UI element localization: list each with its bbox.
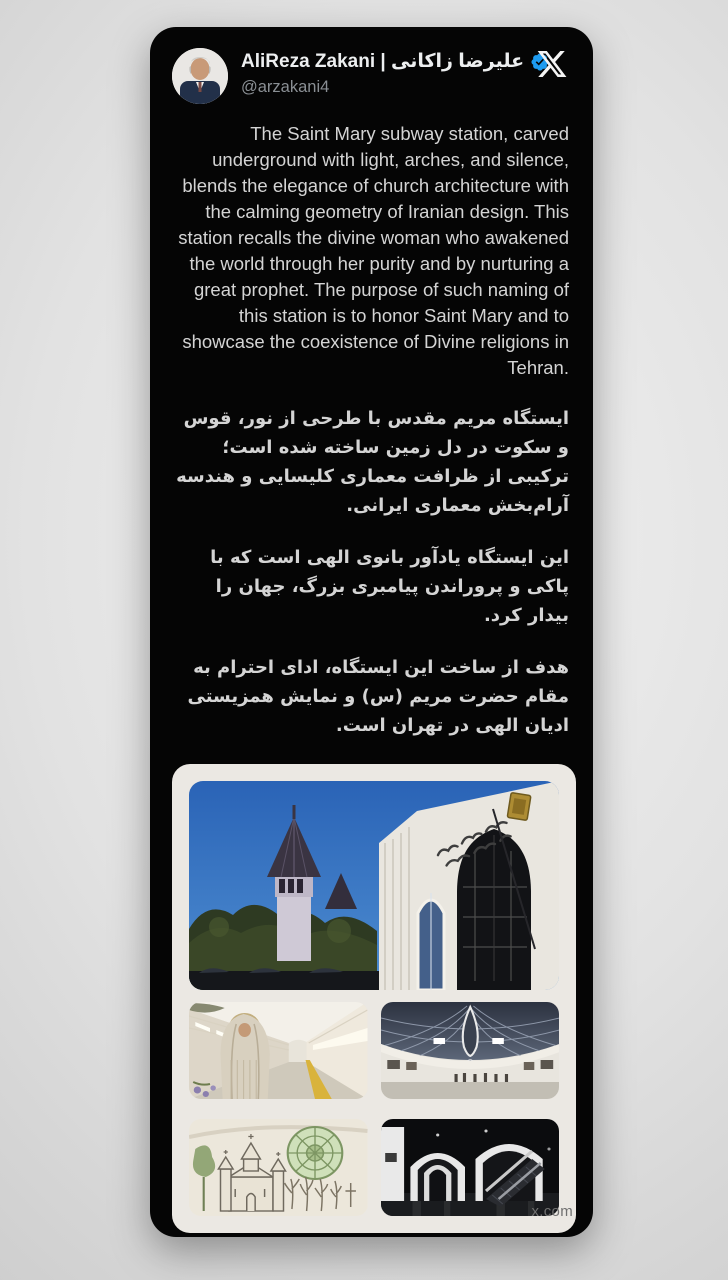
identity-column bbox=[241, 48, 550, 104]
tweet-text bbox=[150, 104, 593, 740]
avatar-image bbox=[172, 48, 228, 104]
display-name[interactable]: AliReza Zakani | علیرضا زاکانی bbox=[241, 51, 525, 72]
x-logo-icon[interactable] bbox=[536, 48, 568, 80]
tweet-persian-paragraph-1: ایستگاه مریم مقدس با طرحی از نور، قوس و سکوت در دل زمین ساخته شده است؛ ترکیبی از ظرافت معماری کلیسایی و هندسه آرام‌بخش معماری ایرانی. bbox=[176, 408, 569, 516]
tweet-card bbox=[150, 27, 593, 1237]
photo-hall-ceiling[interactable] bbox=[381, 1002, 560, 1099]
media-card bbox=[172, 764, 576, 1233]
photo-station-entrance[interactable] bbox=[189, 781, 559, 990]
photo-platform-mural[interactable] bbox=[189, 1002, 368, 1099]
photo-escalator-hall[interactable] bbox=[381, 1119, 560, 1216]
user-handle[interactable]: @arzakani4 bbox=[241, 77, 330, 96]
tweet-english-paragraph: The Saint Mary subway station, carved underground with light, arches, and silence, blends the elegance of church architecture with the calming geometry of Iranian design. This station recalls the divine woman who awakened the world through her purity and by nurturing a great prophet. The purpose of such naming of this station is to honor Saint Mary and to showcase the coexistence of Divine religions in Tehran. bbox=[178, 123, 569, 378]
photo-church-sketch[interactable] bbox=[189, 1119, 368, 1216]
thumbnail-grid bbox=[189, 1002, 559, 1216]
profile-avatar[interactable] bbox=[172, 48, 228, 104]
tweet-persian-paragraph-2: این ایستگاه یادآور بانوی الهی است که با پاکی و پروراندن پیامبری بزرگ، جهان را بیدار کرد. bbox=[210, 547, 569, 626]
x-com-watermark: x.com bbox=[531, 1203, 573, 1220]
tweet-header bbox=[150, 27, 593, 104]
tweet-persian-paragraph-3: هدف از ساخت این ایستگاه، ادای احترام به مقام حضرت مریم (س) و نمایش همزیستی ادیان الهی در تهران است. bbox=[187, 657, 569, 736]
